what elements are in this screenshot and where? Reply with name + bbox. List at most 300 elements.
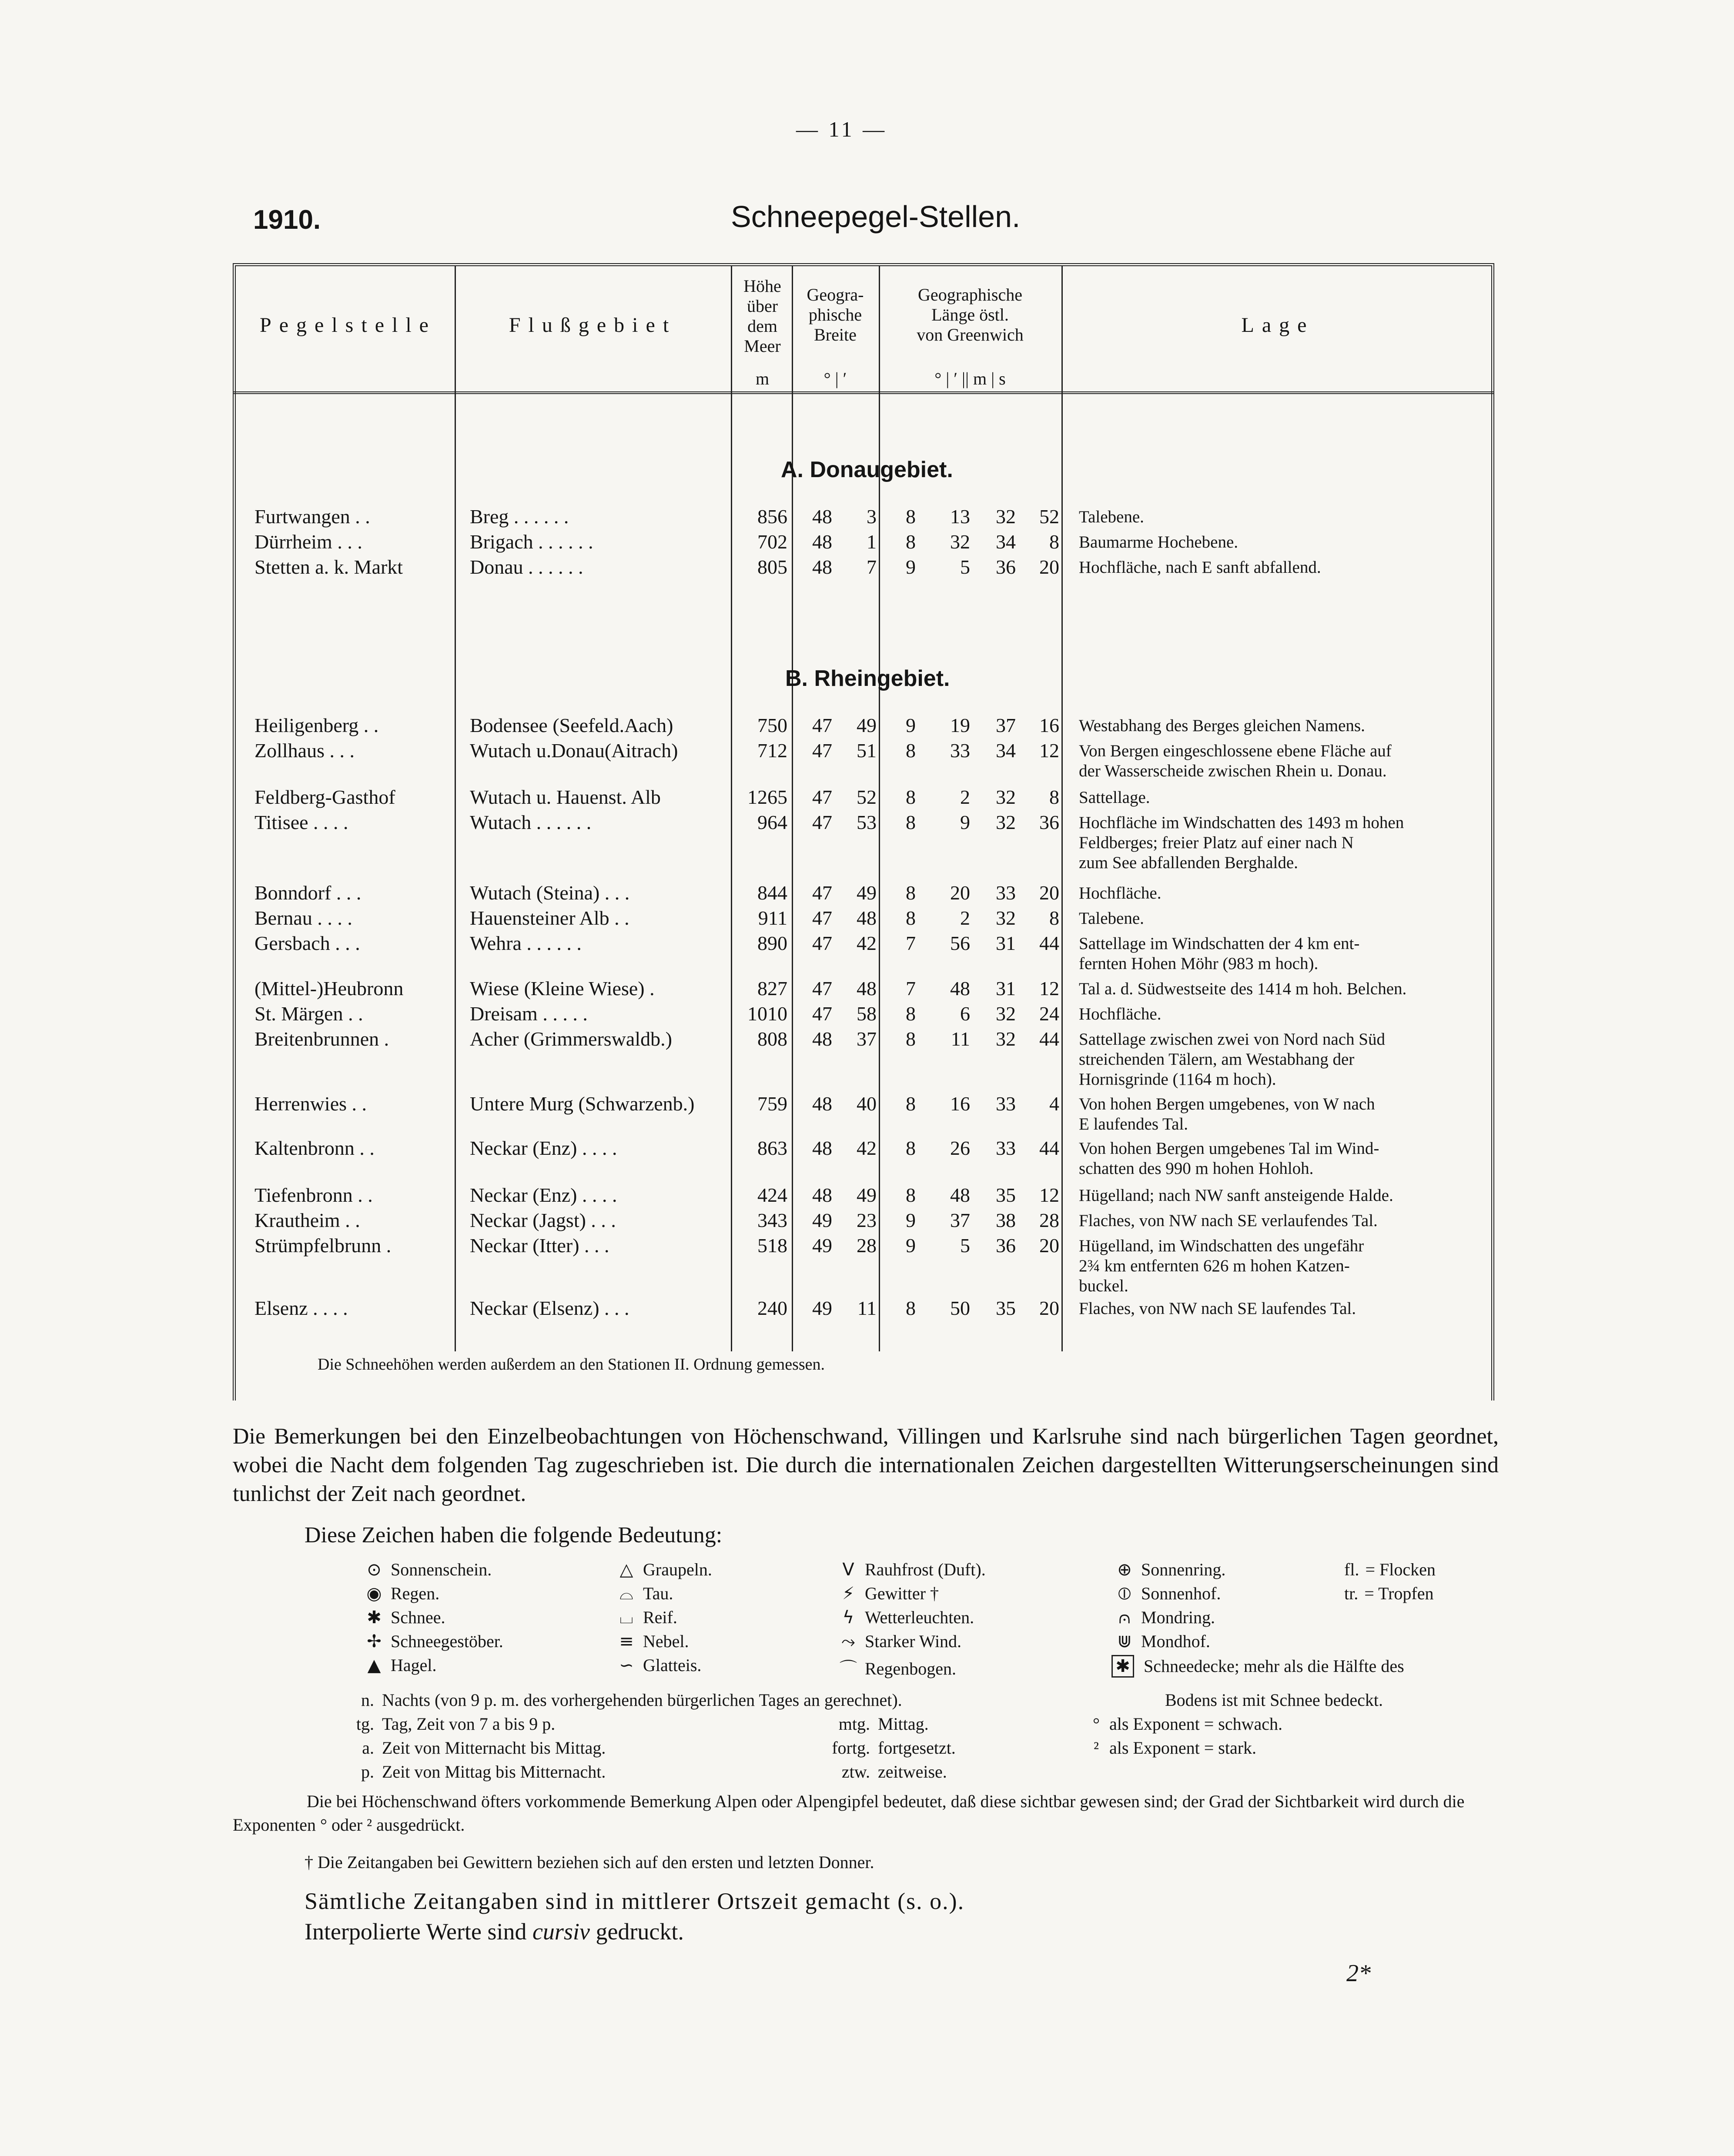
legend-label: Schnee. — [391, 1608, 445, 1627]
river-cell: Wutach . . . . . . — [470, 811, 592, 833]
page-number: — 11 — — [796, 117, 887, 141]
legend-item — [835, 1607, 974, 1628]
legend-item — [835, 1655, 956, 1680]
lon-deg-cell: 8 — [906, 739, 916, 762]
legend-label: Schneedecke; mehr als die Hälfte des — [1144, 1656, 1404, 1676]
exponent-meaning: als Exponent = stark. — [1109, 1738, 1257, 1758]
lat-deg-cell: 48 — [812, 505, 832, 528]
snow-icon: ✱ — [367, 1608, 382, 1628]
river-cell: Neckar (Enz) . . . . — [470, 1137, 617, 1159]
lat-min-cell: 40 — [857, 1093, 877, 1115]
time-code-item — [344, 1738, 606, 1758]
station-cell: Elsenz . . . . — [254, 1297, 348, 1319]
lon-deg-cell: 8 — [906, 1093, 916, 1115]
location-cell: Tal a. d. Südwestseite des 1414 m hoh. Belchen. — [1079, 979, 1407, 998]
lat-deg-cell: 48 — [812, 1093, 832, 1115]
dew-icon: ⌓ — [619, 1584, 633, 1604]
sun-icon: ⊙ — [367, 1560, 382, 1580]
height-cell: 240 — [757, 1297, 787, 1319]
height-cell: 805 — [757, 556, 787, 578]
lat-deg-cell: 48 — [812, 1137, 832, 1159]
header-river: Flußgebiet — [509, 314, 677, 337]
time-code-meaning: fortgesetzt. — [878, 1738, 956, 1758]
legend-item — [613, 1631, 689, 1651]
station-cell: Stetten a. k. Markt — [254, 556, 403, 578]
time-m-cell: 31 — [996, 977, 1016, 999]
exponent-item — [1088, 1738, 1256, 1758]
legend-label: Hagel. — [391, 1655, 437, 1675]
location-cell: Hochfläche, nach E sanft abfallend. — [1079, 558, 1321, 577]
lat-deg-cell: 49 — [812, 1234, 832, 1257]
lon-min-cell: 9 — [960, 811, 970, 833]
rime-icon: V — [842, 1560, 854, 1580]
time-m-cell: 32 — [996, 1028, 1016, 1050]
hoarfrost-icon: ⌴ — [619, 1608, 633, 1628]
legend-item — [1111, 1655, 1404, 1678]
station-cell: Furtwangen . . — [254, 505, 370, 528]
river-cell: Wutach (Steina) . . . — [470, 882, 630, 904]
legend-label: Gewitter † — [865, 1584, 939, 1603]
lat-min-cell: 42 — [857, 932, 877, 954]
legend-label: Starker Wind. — [865, 1631, 962, 1651]
fog-icon: ≡ — [619, 1631, 634, 1651]
height-cell: 863 — [757, 1137, 787, 1159]
station-cell: Dürrheim . . . — [254, 531, 362, 553]
lat-min-cell: 7 — [867, 556, 877, 578]
river-cell: Neckar (Enz) . . . . — [470, 1184, 617, 1206]
lon-deg-cell: 8 — [906, 505, 916, 528]
time-s-cell: 12 — [1039, 977, 1059, 999]
exponent-symbol: ² — [1094, 1738, 1099, 1758]
station-cell: Bernau . . . . — [254, 907, 352, 929]
rain-icon: ◉ — [366, 1584, 382, 1604]
lat-min-cell: 58 — [857, 1003, 877, 1025]
height-cell: 964 — [757, 811, 787, 833]
time-m-cell: 32 — [996, 907, 1016, 929]
lat-deg-cell: 48 — [812, 531, 832, 553]
time-m-cell: 34 — [996, 739, 1016, 762]
location-cell: Sattellage. — [1079, 788, 1150, 807]
river-cell: Brigach . . . . . . — [470, 531, 593, 553]
lat-min-cell: 42 — [857, 1137, 877, 1159]
time-code-item — [822, 1714, 929, 1734]
river-cell: Neckar (Itter) . . . — [470, 1234, 609, 1257]
lat-deg-cell: 49 — [812, 1297, 832, 1319]
exponent-meaning: als Exponent = schwach. — [1109, 1714, 1283, 1734]
station-cell: Strümpfelbrunn . — [254, 1234, 392, 1257]
abbreviation-code: tr. — [1344, 1584, 1359, 1603]
legend-label: Sonnenschein. — [391, 1560, 492, 1579]
legend-label: Mondring. — [1141, 1608, 1215, 1627]
sheet-mark: 2* — [1346, 1960, 1371, 1987]
lat-min-cell: 53 — [857, 811, 877, 833]
time-m-cell: 36 — [996, 556, 1016, 578]
header-location: Lage — [1241, 314, 1315, 337]
thunderstorm-icon: ⚡ — [842, 1584, 855, 1604]
abbreviation-meaning: = Tropfen — [1364, 1584, 1434, 1603]
legend-item — [1111, 1583, 1221, 1604]
solar-ring-icon: ⊕ — [1117, 1560, 1132, 1580]
river-cell: Donau . . . . . . — [470, 556, 583, 578]
time-m-cell: 32 — [996, 505, 1016, 528]
time-m-cell: 34 — [996, 531, 1016, 553]
glaze-icon: ∽ — [619, 1655, 634, 1675]
location-cell: Hochfläche. — [1079, 884, 1162, 903]
lat-deg-cell: 47 — [812, 739, 832, 762]
lat-min-cell: 49 — [857, 1184, 877, 1206]
legend-label: Regen. — [391, 1584, 440, 1603]
lon-deg-cell: 8 — [906, 1297, 916, 1319]
station-cell: Herrenwies . . — [254, 1093, 367, 1115]
location-cell: Flaches, von NW nach SE verlaufendes Tal. — [1079, 1211, 1378, 1230]
legend-item — [1111, 1607, 1215, 1628]
river-cell: Bodensee (Seefeld.Aach) — [470, 714, 673, 736]
location-cell: Baumarme Hochebene. — [1079, 533, 1239, 552]
lon-min-cell: 37 — [950, 1209, 970, 1231]
legend-item — [1111, 1631, 1210, 1651]
strong-wind-icon: ⤳ — [841, 1631, 855, 1651]
lon-min-cell: 11 — [951, 1028, 970, 1050]
location-cell: Sattellage im Windschatten der 4 km ent- fernten Hohen Möhr (983 m hoch). — [1079, 934, 1360, 973]
time-s-cell: 16 — [1039, 714, 1059, 736]
river-cell: Wiese (Kleine Wiese) . — [470, 977, 655, 999]
station-cell: St. Märgen . . — [254, 1003, 363, 1025]
header-height: Höhe über dem Meer — [743, 276, 781, 356]
abbreviation-item — [1344, 1559, 1436, 1580]
time-s-cell: 8 — [1049, 786, 1059, 808]
time-code-item — [822, 1762, 947, 1782]
lon-deg-cell: 8 — [906, 907, 916, 929]
lat-deg-cell: 48 — [812, 1184, 832, 1206]
header-latitude: Geogra- phische Breite — [807, 285, 864, 344]
lon-deg-cell: 8 — [906, 811, 916, 833]
legend-item — [361, 1559, 492, 1580]
time-code-meaning: Tag, Zeit von 7 a bis 9 p. — [382, 1714, 556, 1734]
lon-min-cell: 56 — [950, 932, 970, 954]
lon-min-cell: 13 — [950, 505, 970, 528]
header-divider — [233, 391, 1494, 394]
time-s-cell: 20 — [1039, 1297, 1059, 1319]
footnote-alps: Die bei Höchenschwand öfters vorkommende Bemerkung Alpen oder Alpengipfel bedeutet, daß diese sichtbar gewesen sind; der Grad der Sichtbarkeit wird durch die Exponenten ° oder ² ausgedrückt. — [233, 1792, 1465, 1835]
lat-min-cell: 51 — [857, 739, 877, 762]
legend-item — [835, 1583, 939, 1604]
lon-deg-cell: 9 — [906, 714, 916, 736]
lon-deg-cell: 8 — [906, 1003, 916, 1025]
lon-min-cell: 2 — [960, 786, 970, 808]
lon-min-cell: 20 — [950, 882, 970, 904]
unit-height: m — [755, 369, 770, 388]
unit-longitude: ° | ′ || m | s — [934, 369, 1006, 388]
location-cell: Westabhang des Berges gleichen Namens. — [1079, 716, 1365, 735]
lon-deg-cell: 8 — [906, 531, 916, 553]
table-note: Die Schneehöhen werden außerdem an den Stationen II. Ordnung gemessen. — [318, 1355, 825, 1374]
exponent-symbol: ° — [1093, 1714, 1100, 1734]
location-cell: Von Bergen eingeschlossene ebene Fläche auf der Wasserscheide zwischen Rhein u. Donau. — [1079, 742, 1392, 780]
height-cell: 750 — [757, 714, 787, 736]
abbreviation-meaning: = Flocken — [1365, 1560, 1436, 1579]
lon-min-cell: 6 — [960, 1003, 970, 1025]
column-rule — [879, 266, 880, 1351]
time-s-cell: 52 — [1039, 505, 1059, 528]
height-cell: 424 — [757, 1184, 787, 1206]
legend-label: Tau. — [643, 1584, 673, 1603]
river-cell: Untere Murg (Schwarzenb.) — [470, 1093, 695, 1115]
legend-label: Glatteis. — [643, 1655, 702, 1675]
lon-min-cell: 2 — [960, 907, 970, 929]
lat-min-cell: 28 — [857, 1234, 877, 1257]
time-m-cell: 38 — [996, 1209, 1016, 1231]
time-code: mtg. — [838, 1714, 870, 1734]
time-code-meaning: zeitweise. — [878, 1762, 947, 1782]
height-cell: 808 — [757, 1028, 787, 1050]
river-cell: Dreisam . . . . . — [470, 1003, 588, 1025]
station-cell: Kaltenbronn . . — [254, 1137, 375, 1159]
legend-item — [361, 1631, 503, 1651]
time-s-cell: 20 — [1039, 882, 1059, 904]
legend-label: Sonnenhof. — [1141, 1584, 1221, 1603]
lon-min-cell: 48 — [950, 977, 970, 999]
solar-halo-icon: ⦶ — [1118, 1584, 1131, 1604]
location-cell: Hügelland, im Windschatten des ungefähr 2¾ km entfernten 626 m hohen Katzen- buckel. — [1079, 1237, 1364, 1295]
height-cell: 844 — [757, 882, 787, 904]
header-longitude: Geographische Länge östl. von Greenwich — [917, 285, 1024, 344]
lon-min-cell: 33 — [950, 739, 970, 762]
time-code-item — [344, 1714, 555, 1734]
lat-deg-cell: 47 — [812, 882, 832, 904]
location-cell: Von hohen Bergen umgebenes Tal im Wind- schatten des 990 m hohen Hohloh. — [1079, 1139, 1379, 1178]
final-note-interpolated: Interpolierte Werte sind cursiv gedruckt. — [305, 1919, 684, 1945]
lat-min-cell: 23 — [857, 1209, 877, 1231]
lon-min-cell: 16 — [950, 1093, 970, 1115]
lon-min-cell: 19 — [950, 714, 970, 736]
lat-min-cell: 49 — [857, 714, 877, 736]
legend-item — [361, 1655, 437, 1675]
legend-intro: Diese Zeichen haben die folgende Bedeutung: — [305, 1523, 723, 1548]
time-code: ztw. — [841, 1762, 870, 1782]
time-code: fortg. — [832, 1738, 870, 1758]
height-cell: 856 — [757, 505, 787, 528]
lat-min-cell: 52 — [857, 786, 877, 808]
snowstorm-icon: ✢ — [367, 1631, 382, 1651]
location-cell: Von hohen Bergen umgebenes, von W nach E laufendes Tal. — [1079, 1095, 1375, 1133]
river-cell: Wehra . . . . . . — [470, 932, 582, 954]
legend-label: Regenbogen. — [865, 1659, 956, 1678]
graupel-icon: △ — [619, 1560, 633, 1580]
time-code: tg. — [356, 1714, 374, 1734]
lon-deg-cell: 7 — [906, 977, 916, 999]
height-cell: 911 — [758, 907, 787, 929]
lon-min-cell: 5 — [960, 1234, 970, 1257]
station-cell: Titisee . . . . — [254, 811, 348, 833]
time-code-meaning: Zeit von Mitternacht bis Mittag. — [382, 1738, 606, 1758]
legend-label: Schneegestöber. — [391, 1631, 503, 1651]
legend-label: Graupeln. — [643, 1560, 712, 1579]
hail-icon: ▲ — [367, 1655, 381, 1675]
river-cell: Neckar (Jagst) . . . — [470, 1209, 616, 1231]
time-m-cell: 35 — [996, 1297, 1016, 1319]
lat-min-cell: 37 — [857, 1028, 877, 1050]
lon-min-cell: 50 — [950, 1297, 970, 1319]
lunar-ring-icon: ⩀ — [1118, 1608, 1131, 1628]
height-cell: 518 — [757, 1234, 787, 1257]
column-rule — [1061, 266, 1063, 1351]
location-cell: Hügelland; nach NW sanft ansteigende Halde. — [1079, 1186, 1393, 1205]
lon-deg-cell: 8 — [906, 882, 916, 904]
time-s-cell: 8 — [1049, 907, 1059, 929]
station-cell: Gersbach . . . — [254, 932, 360, 954]
location-cell: Flaches, von NW nach SE laufendes Tal. — [1079, 1299, 1356, 1318]
time-m-cell: 33 — [996, 1137, 1016, 1159]
lat-deg-cell: 47 — [812, 811, 832, 833]
location-cell: Hochfläche. — [1079, 1005, 1162, 1023]
time-code: a. — [362, 1738, 374, 1758]
station-cell: Krautheim . . — [254, 1209, 360, 1231]
legend-item — [613, 1655, 701, 1675]
legend-item — [361, 1607, 445, 1628]
time-m-cell: 35 — [996, 1184, 1016, 1206]
time-s-cell: 24 — [1039, 1003, 1059, 1025]
lon-deg-cell: 9 — [906, 1234, 916, 1257]
station-cell: (Mittel-)Heubronn — [254, 977, 404, 999]
time-s-cell: 12 — [1039, 1184, 1059, 1206]
station-cell: Zollhaus . . . — [254, 739, 355, 762]
rainbow-icon: ⌒ — [840, 1659, 857, 1679]
unit-latitude: ° | ′ — [823, 369, 847, 388]
time-code-meaning: Nachts (von 9 p. m. des vorhergehenden bürgerlichen Tages an gerechnet). — [382, 1690, 902, 1710]
snow-cover-continuation: Bodens ist mit Schnee bedeckt. — [1165, 1690, 1383, 1710]
legend-item — [613, 1583, 673, 1604]
time-s-cell: 28 — [1039, 1209, 1059, 1231]
time-s-cell: 20 — [1039, 1234, 1059, 1257]
location-cell: Talebene. — [1079, 909, 1144, 928]
lon-min-cell: 5 — [960, 556, 970, 578]
abbreviation-item — [1344, 1583, 1434, 1604]
time-s-cell: 44 — [1039, 1028, 1059, 1050]
final-note-time: Sämtliche Zeitangaben sind in mittlerer Ortszeit gemacht (s. o.). — [305, 1888, 965, 1914]
lon-deg-cell: 8 — [906, 1184, 916, 1206]
location-cell: Hochfläche im Windschatten des 1493 m hohen Feldberges; freier Platz auf einer nach N zum See abfallenden Berghalde. — [1079, 813, 1404, 872]
lon-min-cell: 48 — [950, 1184, 970, 1206]
time-m-cell: 37 — [996, 714, 1016, 736]
lon-min-cell: 32 — [950, 531, 970, 553]
height-cell: 890 — [757, 932, 787, 954]
time-m-cell: 31 — [996, 932, 1016, 954]
river-cell: Neckar (Elsenz) . . . — [470, 1297, 629, 1319]
lat-min-cell: 11 — [857, 1297, 877, 1319]
lat-min-cell: 48 — [857, 977, 877, 999]
time-s-cell: 4 — [1049, 1093, 1059, 1115]
height-cell: 702 — [757, 531, 787, 553]
legend-item — [613, 1607, 677, 1628]
footnote-thunder: † Die Zeitangaben bei Gewittern beziehen sich auf den ersten und letzten Donner. — [305, 1852, 874, 1872]
station-cell: Tiefenbronn . . — [254, 1184, 373, 1206]
column-rule — [792, 266, 793, 1351]
remarks-paragraph: Die Bemerkungen bei den Einzelbeobachtungen von Höchenschwand, Villingen und Karlsruhe sind nach bürgerlichen Tagen geordnet, wobei die Nacht dem folgenden Tag zugeschrieben ist. Die durch die internationalen Zeichen dargestellten Witterungserscheinungen sind tunlichst der Zeit nach geordnet. — [233, 1424, 1499, 1506]
time-s-cell: 12 — [1039, 739, 1059, 762]
river-cell: Breg . . . . . . — [470, 505, 569, 528]
time-code-item — [344, 1762, 606, 1782]
time-m-cell: 32 — [996, 1003, 1016, 1025]
time-m-cell: 33 — [996, 882, 1016, 904]
legend-item — [361, 1583, 439, 1604]
column-rule — [731, 266, 732, 1351]
lon-deg-cell: 8 — [906, 1028, 916, 1050]
time-s-cell: 8 — [1049, 531, 1059, 553]
snow-cover-icon: ✱ — [1111, 1655, 1134, 1678]
lon-deg-cell: 7 — [906, 932, 916, 954]
station-cell: Bonndorf . . . — [254, 882, 362, 904]
time-code-meaning: Zeit von Mittag bis Mitternacht. — [382, 1762, 606, 1782]
location-cell: Sattellage zwischen zwei von Nord nach Süd streichenden Tälern, am Westabhang der Hornisgrinde (1164 m hoch). — [1079, 1030, 1385, 1089]
time-s-cell: 44 — [1039, 932, 1059, 954]
height-cell: 1265 — [747, 786, 787, 808]
lat-deg-cell: 47 — [812, 1003, 832, 1025]
station-cell: Feldberg-Gasthof — [254, 786, 395, 808]
section-title: B. Rheingebiet. — [785, 666, 950, 691]
lat-deg-cell: 47 — [812, 714, 832, 736]
time-code-meaning: Mittag. — [878, 1714, 929, 1734]
height-cell: 1010 — [747, 1003, 787, 1025]
time-s-cell: 20 — [1039, 556, 1059, 578]
lon-min-cell: 26 — [950, 1137, 970, 1159]
legend-label: Wetterleuchten. — [865, 1608, 974, 1627]
station-cell: Heiligenberg . . — [254, 714, 379, 736]
year-label: 1910. — [253, 205, 321, 235]
legend-item — [1111, 1559, 1225, 1580]
legend-item — [835, 1631, 961, 1651]
lat-min-cell: 3 — [867, 505, 877, 528]
legend-item — [613, 1559, 712, 1580]
time-code: n. — [361, 1690, 374, 1710]
lat-deg-cell: 47 — [812, 932, 832, 954]
time-m-cell: 33 — [996, 1093, 1016, 1115]
lat-deg-cell: 47 — [812, 786, 832, 808]
time-s-cell: 44 — [1039, 1137, 1059, 1159]
legend-label: Mondhof. — [1141, 1631, 1210, 1651]
location-cell: Talebene. — [1079, 508, 1144, 526]
river-cell: Acher (Grimmerswaldb.) — [470, 1028, 672, 1050]
station-cell: Breitenbrunnen . — [254, 1028, 389, 1050]
time-code-item — [822, 1738, 956, 1758]
legend-label: Reif. — [643, 1608, 677, 1627]
header-station: Pegelstelle — [260, 314, 436, 337]
abbreviation-code: fl. — [1344, 1560, 1359, 1579]
lunar-halo-icon: ⋓ — [1117, 1631, 1132, 1651]
time-m-cell: 32 — [996, 811, 1016, 833]
legend-label: Rauhfrost (Duft). — [865, 1560, 986, 1579]
lat-min-cell: 48 — [857, 907, 877, 929]
exponent-item — [1088, 1714, 1282, 1734]
section-title: A. Donaugebiet. — [781, 457, 953, 482]
lon-deg-cell: 8 — [906, 786, 916, 808]
river-cell: Wutach u.Donau(Aitrach) — [470, 739, 678, 762]
lat-deg-cell: 48 — [812, 556, 832, 578]
time-m-cell: 36 — [996, 1234, 1016, 1257]
page-title: Schneepegel-Stellen. — [731, 200, 1021, 234]
lat-deg-cell: 47 — [812, 907, 832, 929]
height-cell: 343 — [757, 1209, 787, 1231]
river-cell: Wutach u. Hauenst. Alb — [470, 786, 661, 808]
time-s-cell: 36 — [1039, 811, 1059, 833]
height-cell: 827 — [757, 977, 787, 999]
time-m-cell: 32 — [996, 786, 1016, 808]
lon-deg-cell: 9 — [906, 556, 916, 578]
river-cell: Hauensteiner Alb . . — [470, 907, 629, 929]
height-cell: 759 — [757, 1093, 787, 1115]
lon-deg-cell: 8 — [906, 1137, 916, 1159]
time-code-item — [344, 1690, 902, 1710]
lat-deg-cell: 47 — [812, 977, 832, 999]
